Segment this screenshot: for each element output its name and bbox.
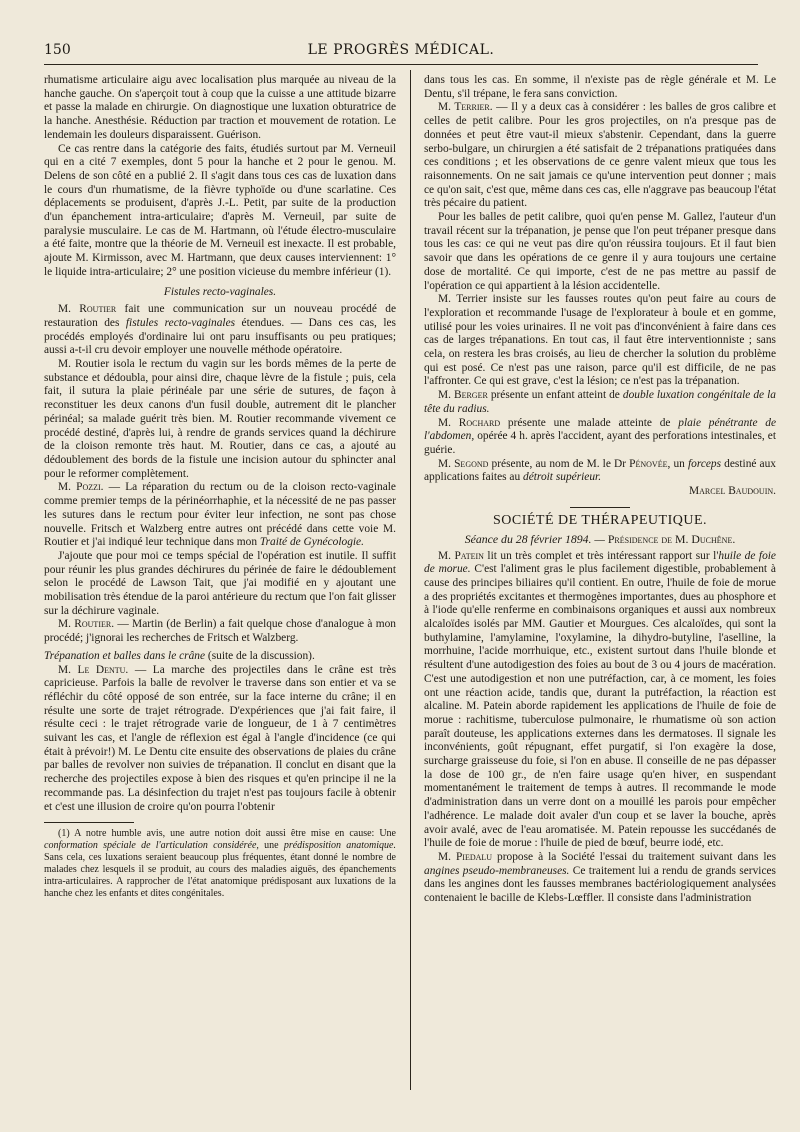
text-run: une (258, 840, 284, 852)
right-column (424, 74, 776, 906)
italic-run: conformation spéciale de l'articulation considérée, (44, 840, 259, 852)
speaker-name: M. Le Dentu. (58, 663, 129, 676)
text-run: — La marche des projectiles dans le crâne est très capricieuse. Parfois la balle de revolver le traverse dans son entier et va se réfléchir du côté opposé de son entrée, sur la face interne du crâne; il en résulte une sorte de trajet rétrograde. D'expériences que j'ai fait faire, il résulte ceci : le trajet rétrograde varie de longueur, de 1 à 7 centimètres suivant les cas, et l'angle de réflexion est égal à l'angle d'incidence (ce qui était à prévoir!) M. Le Dentu cite ensuite des observations de plaies du crâne par balles de revolver non suivies de trépanation. Il conclut en disant que la recherche des projectiles expose à bien des risques et qu'en principe il ne la recommande pas. La désinfection du trajet n'est pas toujours facile à obtenir et c'est une illusion de croire qu'on pourra l'obtenir (44, 663, 396, 813)
paragraph (424, 389, 776, 416)
session-line (424, 532, 776, 546)
text-run: C'est l'aliment gras le plus facilement digestible, probablement à cause des principes biliaires qu'il contient. En outre, l'huile de foie de morue a des propriétés excitantes et thermogènes importantes, dues au phosphore et à l'iode qu'elle renferme en combinaisons organiques et aussi aux nombreux alcaloïdes isolés par MM. Gautier et Mourgues. Ces alcaloïdes, qui sont la buthylamine, l'amylamine, l'oxylamine, la dihydro-butyline, l'aselline, la morrhuine, l'acide morrhuique, etc., existent surtout dans l'huile blonde et résultent d'une autodigestion des foies au bout de 3 ou 4 jours de macération. C'est une autodigestion et non une putréfaction, car, à ce moment, les foies ont une réaction acide, tandis que, durant la putréfaction, la réaction est alcaline. M. Patein aborde rapidement les applications de l'huile de foie de morue : rachitisme, tuberculose pulmonaire, le rhumatisme où son action paraît douteuse, les applications externes dans les dermatoses. Il signale les inconvénients, goût répugnant, effet purgatif, si l'on exagère la dose, surcharge graisseuse du foie, si l'on en abuse. Il conseille de ne pas dépasser la dose de 100 gr., de n'en faire usage qu'en hiver, en suspendant momentanément le traitement de temps à autres. Il recommande le mode d'administration dans un verre dont on a mouillé les parois pour empêcher l'adhérence. Le malade doit avaler d'un coup et se laver la bouche, après avoir avalé, avec de l'eau aromatisée. M. Patein repousse les succédanés de l'huile de foie de morue : l'huile de pied de bœuf, beurre iodé, etc. (424, 563, 776, 850)
text-run: présente un enfant atteint de (487, 389, 623, 402)
text-run: (suite de la discussion). (205, 649, 315, 662)
text-run: propose à la Société l'essai du traitement suivant dans les (492, 850, 777, 863)
text-run: Ce traitement lui a rendu de grands services dans les angines dont les fausses membranes bactériologiquement analysées contenaient le bacille de Klebs-Lœffler. Il consiste dans l'administration (424, 864, 776, 905)
speaker-name: M. Rochard (438, 416, 501, 429)
page-header (44, 40, 758, 62)
text-run: un (670, 457, 688, 470)
paragraph: dans tous les cas. En somme, il n'existe pas de règle générale et M. Le Dentu, s'il trépane, le fera sans conviction. (424, 74, 776, 100)
paragraph (424, 101, 776, 211)
paragraph: M. Routier isola le rectum du vagin sur les bords mêmes de la perte de substance et dédoubla, pour ainsi dire, chaque lèvre de la fistule ; puis, cela fait, il sutura la plaie périnéale par une série de sutures, de façon à reconstituer les deux canons d'un fusil double, autrement dit le plancher périnéal; sa malade guérit très bien. M. Routier recommande vivement ce procédé destiné, d'après lui, à rendre de grands services quand la déchirure de la cloison remonte très haut. M. Routier, dans ce cas, a ajouté au dédoublement des bords de la fistule une incision autour du sphincter anal pour le reformer complètement. (44, 358, 396, 480)
paragraph: Pour les balles de petit calibre, quoi qu'en pense M. Gallez, l'auteur d'un travail récent sur la trépanation, je pense que l'on peut trépaner presque dans tous les cas: ce qui ne veut pas dire qu'on réussira toujours. Et il faut bien savoir que dans les opérations de ce genre il y aura toujours une certaine dose de mortalité. Ce qui importe, c'est de ne pas mettre au passif de l'opération ce qui appartient à la lésion accidentelle. (424, 211, 776, 292)
text-run: présente une malade atteinte de (500, 416, 679, 429)
italic-run: Traité de Gynécologie. (259, 536, 364, 549)
footnote-rule (44, 822, 134, 823)
italic-run: plaie pénétrante de l'abdomen, (424, 416, 777, 443)
section-subheading: Fistules recto-vaginales. (163, 285, 277, 298)
italic-run: prédisposition anatomique. (283, 840, 396, 852)
text-run: — Martin (de Berlin) a fait quelque chose d'analogue à mon procédé; j'ignorai les recherches de Fritsch et Walzberg. (44, 618, 396, 645)
italic-run: angines pseudo-membraneuses. (424, 864, 570, 877)
text-run: Sans cela, ces luxations seraient beaucoup plus fréquentes, étant donné le nombre de malades chez lesquels il se produit, au cours des maladies aiguës, des épanchements intra-articulaires. A rapprocher de l'état anatomique prédisposant aux luxations de la hanche chez les enfants et dites congénitales. (44, 852, 396, 900)
paragraph: J'ajoute que pour moi ce temps spécial de l'opération est inutile. Il suffit pour réunir les plus grandes déchirures du périnée de faire le dédoublement selon le procédé de Lawson Tait, que j'ai modifié en y ajoutant une mobilisation très étendue de la paroi antérieure du rectum que l'on fait glisser sur la déchirure vaginale. (44, 549, 396, 617)
section-title: SOCIÉTÉ DE THÉRAPEUTIQUE. (492, 512, 708, 528)
italic-run: double luxation congénitale de la tête du radius. (424, 389, 776, 415)
page-number: 150 (44, 42, 71, 58)
text-run: opérée 4 h. après l'accident, ayant des perforations intestinales, et guérie. (424, 430, 776, 456)
paragraph (44, 664, 396, 815)
text-run: destiné aux applications faites au (424, 457, 777, 484)
italic-run: fistules recto-vaginales (125, 316, 236, 329)
text-run: présente, au nom de M. le Dr (488, 457, 630, 470)
text-run: Séance du 28 février 1894. — (464, 531, 608, 546)
paragraph (44, 481, 396, 550)
italic-run: détroit supérieur. (523, 471, 602, 484)
speaker-name: M. Segond (438, 457, 489, 470)
paragraph (424, 458, 776, 485)
paragraph: M. Terrier insiste sur les fausses routes qu'on peut faire au cours de l'exploration et recommande l'usage de l'explorateur à boule et en gomme, utilisé pour les voies urinaires. Il ne voit pas d'inconvénient à faire dans ces cas de larges trépanations. En tout cas, il faut être interventionniste ; sans cela, on restera les bras croisés, au lieu de chercher la solution du problème qui est posé. Ce n'est pas une raison, parce qu'il est difficile, de ne pas l'affronter. Ce qui est grave, c'est la lésion; ce n'est pas la trépanation. (424, 293, 776, 388)
text-run: (1) A notre humble avis, une autre notion doit aussi être mise en cause: Une (58, 828, 396, 840)
paragraph (424, 851, 776, 906)
italic-run: Trépanation et balles dans le crâne (44, 649, 206, 662)
speaker-name: M. Piedalu (438, 850, 493, 863)
author-signature: Marcel Baudouin. (689, 485, 776, 498)
paragraph: Ce cas rentre dans la catégorie des faits, étudiés surtout par M. Verneuil qui en a cité 7 exemples, dont 5 pour la hanche et 2 pour le genou. M. Delens de son côté en a publié 2. Il s'agit dans tous ces cas de luxation dans le cours d'un rhumatisme, de la fièvre typhoïde ou d'une scarlatine. Ces déplacements se produisent, d'après J.-L. Petit, par suite de la production d'un épanchement intra-articulaire; d'après M. Verneuil, par suite de paralysie musculaire. Le cas de M. Hartmann, où l'étude électro-musculaire a été faite, montre que la théorie de M. Verneuil est inexacte. Il est probable, ajoute M. Kirmisson, avec M. Hartmann, que deux causes interviennent: 1° le liquide intra-articulaire; 2° une position vicieuse du membre inférieur (1). (44, 142, 396, 278)
running-title: LE PROGRÈS MÉDICAL. (307, 42, 495, 58)
speaker-name: Pénovée, (629, 457, 671, 470)
text-run: fait une communication sur un nouveau procédé de restauration des (44, 303, 397, 329)
header-rule (44, 64, 758, 65)
speaker-name: M. Berger (438, 389, 488, 402)
paragraph (44, 618, 396, 645)
section-rule (570, 507, 630, 508)
paragraph (44, 303, 396, 358)
paragraph: rhumatisme articulaire aigu avec localisation plus marquée au niveau de la hanche gauche. On s'aperçoit tout à coup que la cuisse a une attitude bizarre et passe la malade en chirurgie. On diagnostique une luxation obturatrice de la hanche. Anesthésie. Réduction par traction et mouvement de rotation. Le lendemain les douleurs disparaissent. Guérison. (44, 74, 396, 141)
speaker-name: M. Routier. (58, 618, 115, 631)
speaker-name: M. Patein (438, 549, 484, 562)
paragraph (424, 417, 776, 458)
italic-run: huile de foie de morue. (424, 549, 776, 576)
speaker-name: M. Routier (58, 303, 117, 316)
footnote (44, 828, 396, 900)
column-divider (410, 70, 411, 1090)
text-run: — Il y a deux cas à considérer : les balles de gros calibre et celles de petit calibre. Pour les gros projectiles, on n'a presque pas de données et peut être vaut-il mieux s'abstenir. Cependant, dans la guerre serbo-bulgare, un chirurgien a été satisfait de 2 trépanations pratiquées dans ces conditions ; et les observations de ce genre valent mieux que tous les raisonnements. On ne sait jamais ce qu'une intervention peut donner ; mais ce qu'on sait, c'est que, même dans ces cas, elle n'aggrave pas beaucoup l'état très pécaire du patient. (424, 101, 777, 210)
text-run: — La réparation du rectum ou de la cloison recto-vaginale comme premier temps de la périnéorrhaphie, et la nécessité de ne pas passer les sutures dans le rectum pour éviter leur infection, ne sont pas chose nouvelle. Fritsch et Walzberg entre autres ont précédé dans cette voie M. Routier et j'ai indiqué leur technique dans mon (44, 481, 396, 549)
paragraph (424, 550, 776, 851)
left-column (44, 74, 396, 900)
text-run: étendues. — Dans ces cas, les procédés employés d'ordinaire lui ont paru insuffisants ou peu pratiques; aussi a-t-il cru devoir employer une nouvelle méthode opératoire. (44, 316, 396, 357)
presidency: Présidence de M. Duchêne. (607, 531, 736, 546)
speaker-name: M. Terrier. (438, 101, 493, 114)
speaker-name: M. Pozzi. (58, 481, 104, 494)
discussion-heading (44, 650, 396, 664)
text-run: lit un très complet et très intéressant rapport sur l' (483, 549, 719, 562)
italic-run: forceps (687, 457, 722, 470)
